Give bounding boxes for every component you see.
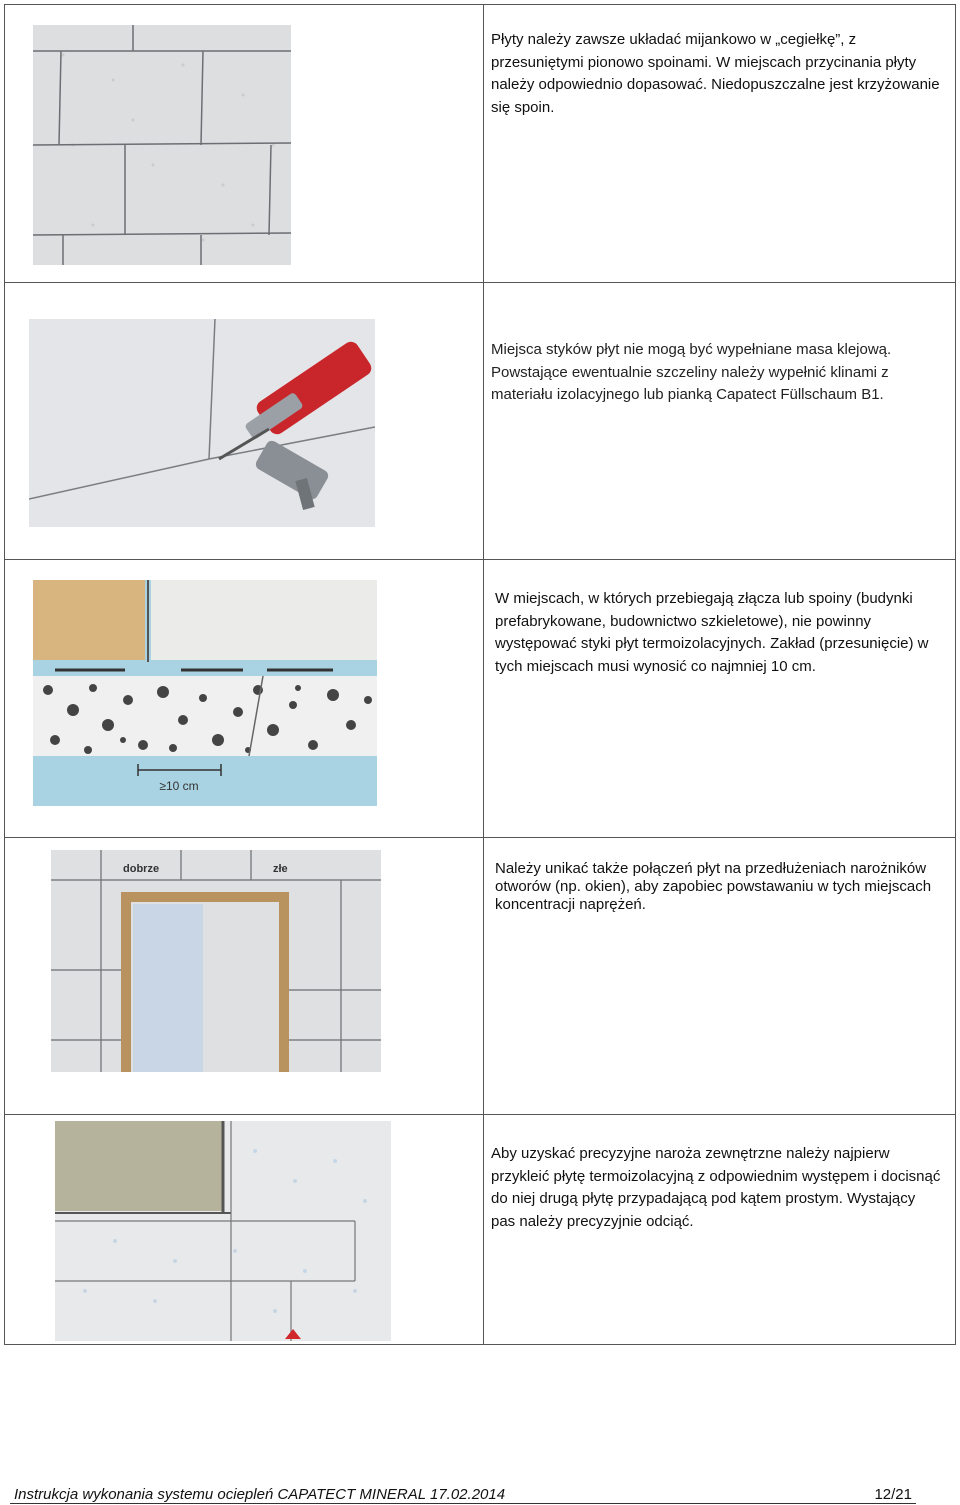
row-text: Miejsca styków płyt nie mogą być wypełniane masa klejową. Powstające ewentualnie szczeliny należy wypełnić klinami z materiału izolacyjnego lub pianką Capatect Füllschaum B1. bbox=[491, 341, 892, 403]
row-text: Należy unikać także połączeń płyt na przedłużeniach narożników otworów (np. okien), aby zapobiec powstawaniu w tych miejscach koncentracji naprężeń. bbox=[495, 860, 932, 913]
page-number: 12/21 bbox=[874, 1486, 912, 1503]
table-row bbox=[5, 5, 955, 283]
table-row bbox=[5, 283, 955, 560]
row-text: Płyty należy zawsze układać mijankowo w „cegiełkę”, z przesuniętymi pionowo spoinami. W miejscach przycinania płyty należy odpowiednio dopasować. Niedopuszczalne jest krzyżowanie się spoin. bbox=[491, 31, 940, 116]
footer-divider bbox=[10, 1503, 916, 1504]
bad-label: złe bbox=[273, 863, 288, 875]
outer-corner-image bbox=[55, 1121, 391, 1341]
table-row bbox=[5, 560, 955, 838]
table-row bbox=[5, 838, 955, 1115]
footer-title: Instrukcja wykonania systemu ociepleń CAPATECT MINERAL 17.02.2014 bbox=[14, 1486, 506, 1503]
offset-joints-image bbox=[33, 580, 377, 806]
offset-label: ≥10 cm bbox=[159, 779, 199, 793]
table-row bbox=[5, 1115, 955, 1344]
foam-gun-image bbox=[29, 319, 375, 527]
window-corner-image bbox=[51, 850, 381, 1072]
row-text: Aby uzyskać precyzyjne naroża zewnętrzne należy najpierw przykleić płytę termoizolacyjną z odpowiednim występem i docisnąć do niej drugą płytę przypadającą pod kątem prostym. Wystający pas należy precyzyjnie odciąć. bbox=[491, 1145, 941, 1230]
good-label: dobrze bbox=[123, 863, 160, 875]
staggered-boards-image bbox=[33, 25, 291, 265]
column-divider bbox=[483, 5, 484, 1344]
content-table bbox=[4, 4, 956, 1345]
row-text: W miejscach, w których przebiegają złącza lub spoiny (budynki prefabrykowane, budownictwo szkieletowe), nie powinny występować styki płyt termoizolacyjnych. Zakład (przesunięcie) w tych miejscach musi wynosić co najmniej 10 cm. bbox=[495, 590, 929, 675]
